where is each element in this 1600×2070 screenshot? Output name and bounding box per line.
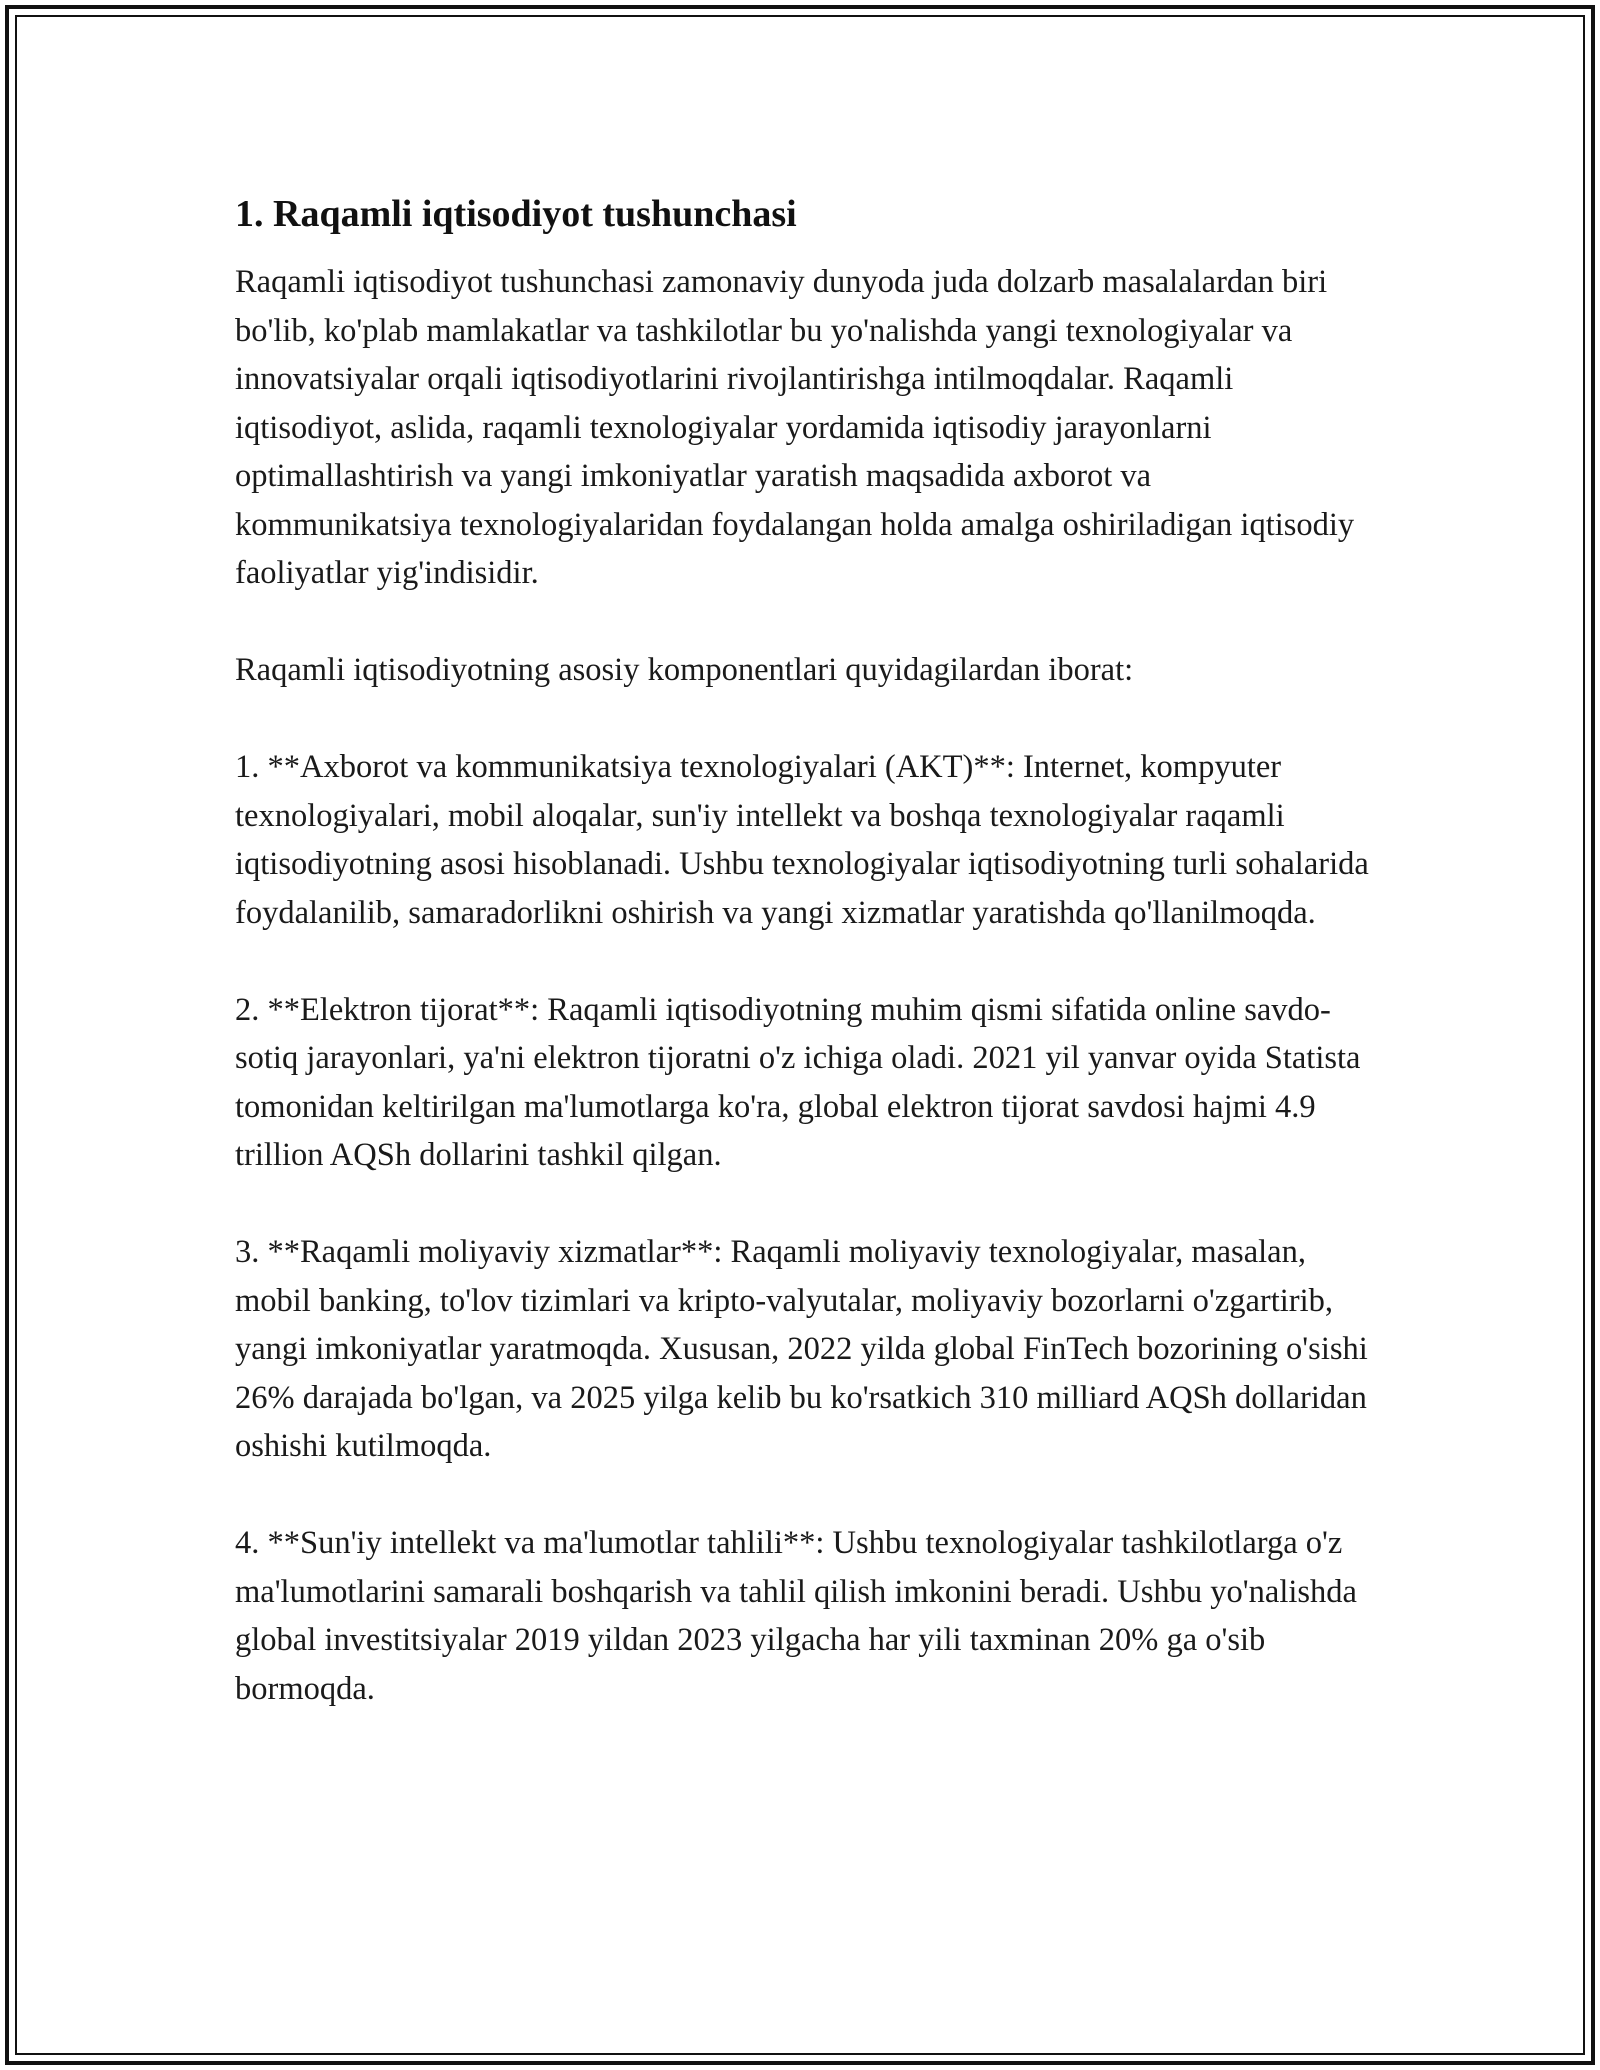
- list-item-ecommerce: 2. **Elektron tijorat**: Raqamli iqtisodiyotning muhim qismi sifatida online savdo-sotiq jarayonlari, ya'ni elektron tijoratni o'z ichiga oladi. 2021 yil yanvar oyida Statista tomonidan keltirilgan ma'lumotlarga ko'ra, global elektron tijorat savdosi hajmi 4.9 trillion AQSh dollarini tashkil qilgan.: [235, 991, 1361, 1173]
- section-title: 1. Raqamli iqtisodiyot tushunchasi: [235, 193, 797, 235]
- intro-paragraph: Raqamli iqtisodiyot tushunchasi zamonaviy dunyoda juda dolzarb masalalardan biri bo'lib, ko'plab mamlakatlar va tashkilotlar bu yo'nalishda yangi texnologiyalar va innovatsiyalar orqali iqtisodiyotlarini rivojlantirishga intilmoqdalar. Raqamli iqtisodiyot, aslida, raqamli texnologiyalar yordamida iqtisodiy jarayonlarni optimallashtirish va yangi imkoniyatlar yaratish maqsadida axborot va kommunikatsiya texnologiyalaridan foydalangan holda amalga oshiriladigan iqtisodiy faoliyatlar yig'indisidir.: [235, 264, 1355, 591]
- components-lead-paragraph: Raqamli iqtisodiyotning asosiy komponentlari quyidagilardan iborat:: [235, 652, 1134, 688]
- document-body: [235, 190, 1375, 1713]
- list-item-digital-finance: 3. **Raqamli moliyaviy xizmatlar**: Raqamli moliyaviy texnologiyalar, masalan, mobil banking, to'lov tizimlari va kripto-valyutalar, moliyaviy bozorlarni o'zgartirib, yangi imkoniyatlar yaratmoqda. Xususan, 2022 yilda global FinTech bozorining o'sishi 26% darajada bo'lgan, va 2025 yilga kelib bu ko'rsatkich 310 milliard AQSh dollaridan oshishi kutilmoqda.: [235, 1234, 1368, 1464]
- list-item-ai-analytics: 4. **Sun'iy intellekt va ma'lumotlar tahlili**: Ushbu texnologiyalar tashkilotlarga o'z ma'lumotlarini samarali boshqarish va tahlil qilish imkonini beradi. Ushbu yo'nalishda global investitsiyalar 2019 yildan 2023 yilgacha har yili taxminan 20% ga o'sib bormoqda.: [235, 1525, 1357, 1707]
- list-item-ict: 1. **Axborot va kommunikatsiya texnologiyalari (AKT)**: Internet, kompyuter texnologiyalari, mobil aloqalar, sun'iy intellekt va boshqa texnologiyalar raqamli iqtisodiyotning asosi hisoblanadi. Ushbu texnologiyalar iqtisodiyotning turli sohalarida foydalanilib, samaradorlikni oshirish va yangi xizmatlar yaratishda qo'llanilmoqda.: [235, 749, 1369, 931]
